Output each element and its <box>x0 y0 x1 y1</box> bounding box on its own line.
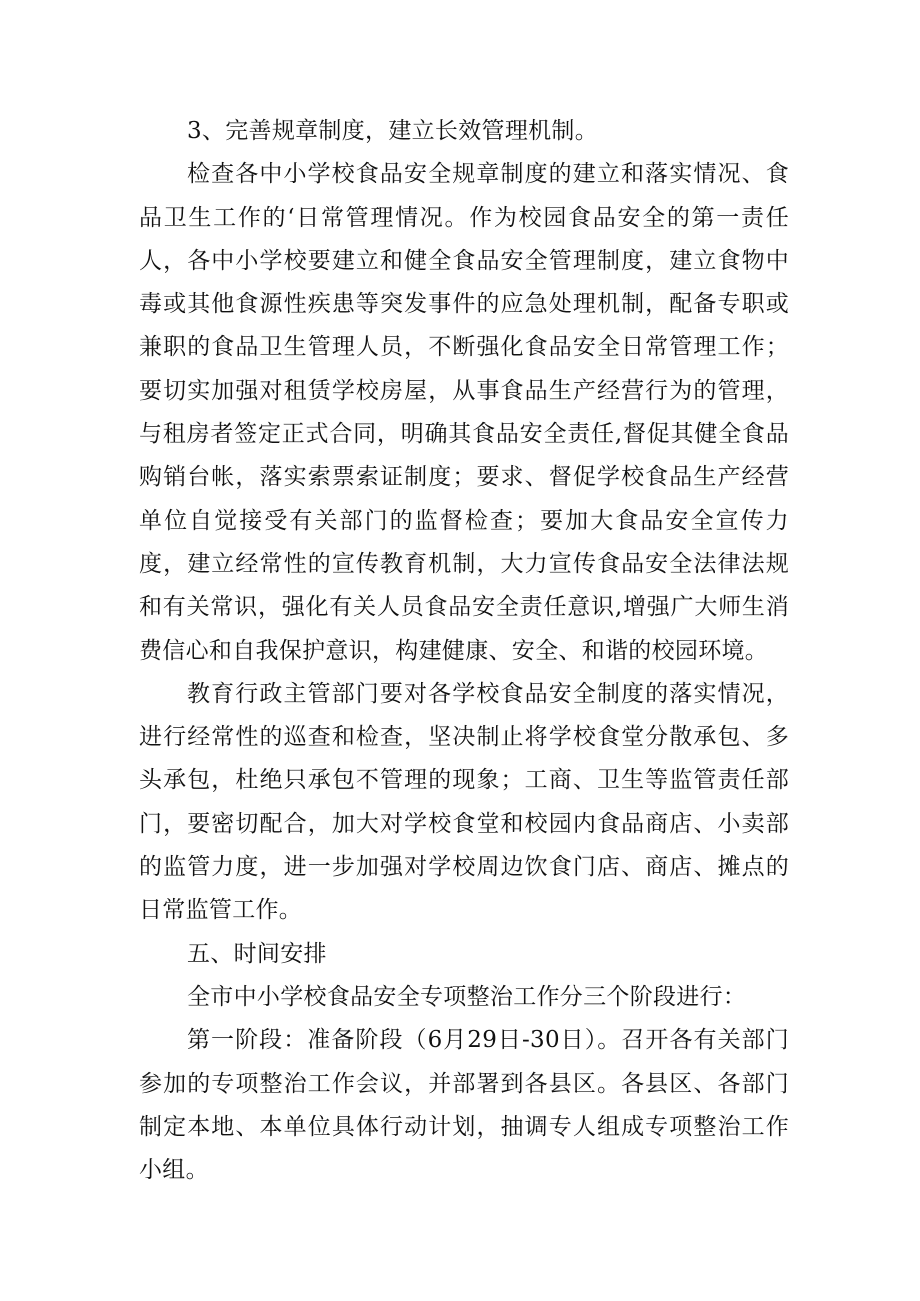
section-heading-regulations: 3、完善规章制度，建立长效管理机制。 <box>187 118 599 144</box>
section-heading-schedule: 五、时间安排 <box>187 940 327 967</box>
paragraph-phases-intro: 全市中小学校食品安全专项整治工作分三个阶段进行： <box>187 983 747 1010</box>
paragraph-education-dept: 教育行政主管部门要对各学校食品安全制度的落实情况，进行经常性的巡查和检查，坚决制止将学校食堂分散承包、多头承包，杜绝只承包不管理的现象；工商、卫生等监管责任部门，要密切配合，加大对学校食堂和校园内食品商店、小卖部的监管力度，进一步加强对学校周边饮食门店、商店、摊点的日常监管工作。 <box>139 680 789 924</box>
paragraph-inspection: 检查各中小学校食品安全规章制度的建立和落实情况、食品卫生工作的‘日常管理情况。作为校园食品安全的第一责任人，各中小学校要建立和健全食品安全管理制度，建立食物中毒或其他食源性疾患等突发事件的应急处理机制，配备专职或兼职的食品卫生管理人员，不断强化食品安全日常管理工作；要切实加强对租赁学校房屋，从事食品生产经营行为的管理，与租房者签定正式合同，明确其食品安全责任,督促其健全食品购销台帐，落实索票索证制度；要求、督促学校食品生产经营单位自觉接受有关部门的监督检查；要加大食品安全宣传力度，建立经常性的宣传教育机制，大力宣传食品安全法律法规和有关常识，强化有关人员食品安全责任意识,增强广大师生消费信心和自我保护意识，构建健康、安全、和谐的校园环境。 <box>139 161 789 664</box>
paragraph-phase-one: 第一阶段：准备阶段（6月29日-30日）。召开各有关部门参加的专项整治工作会议，并部署到各县区。各县区、各部门制定本地、本单位具体行动计划，抽调专人组成专项整治工作小组。 <box>139 1027 789 1184</box>
document-body <box>139 110 789 1192</box>
